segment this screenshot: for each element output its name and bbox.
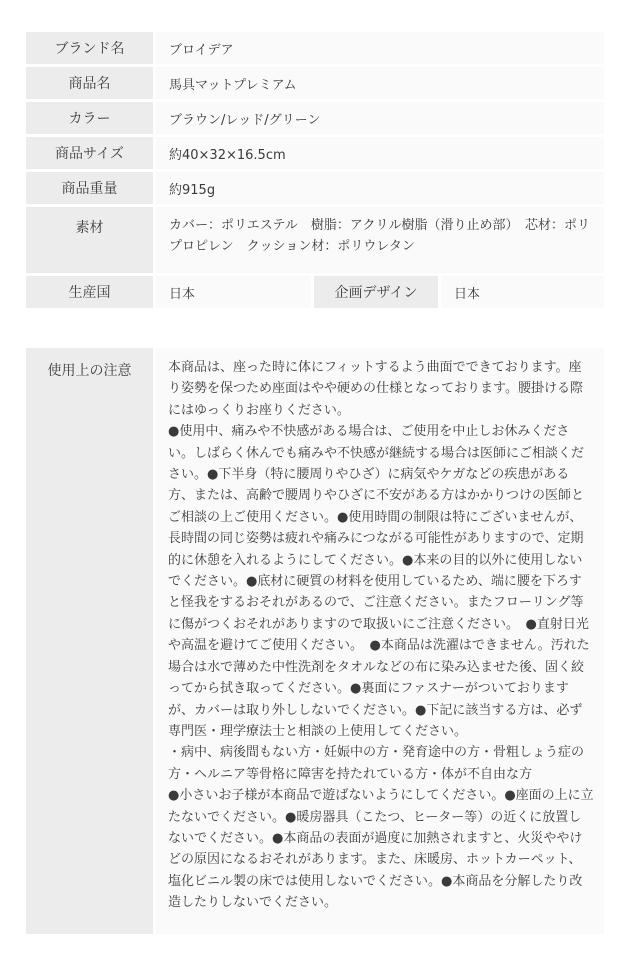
spec-row-weight xyxy=(26,172,604,204)
material-value: カバー：ポリエステル 樹脂：アクリル樹脂（滑り止め部） 芯材：ポリプロピレン クッション材：ポリウレタン xyxy=(156,207,604,273)
brand-label: ブランド名 xyxy=(26,32,153,64)
notice-label: 使用上の注意 xyxy=(26,348,153,934)
design-label: 企画デザイン xyxy=(314,276,438,308)
design-value: 日本 xyxy=(441,276,604,308)
color-label: カラー xyxy=(26,102,153,134)
size-value: 約40×32×16.5cm xyxy=(156,137,604,169)
spec-row-color xyxy=(26,102,604,134)
product-label: 商品名 xyxy=(26,67,153,99)
weight-value: 約915g xyxy=(156,172,604,204)
origin-value: 日本 xyxy=(156,276,311,308)
material-label: 素材 xyxy=(26,207,153,273)
size-label: 商品サイズ xyxy=(26,137,153,169)
origin-label: 生産国 xyxy=(26,276,153,308)
spec-table xyxy=(26,32,604,308)
spec-row-material xyxy=(26,207,604,273)
spec-row-size xyxy=(26,137,604,169)
spec-row-brand xyxy=(26,32,604,64)
brand-value: ブロイデア xyxy=(156,32,604,64)
spec-row-product xyxy=(26,67,604,99)
color-value: ブラウン/レッド/グリーン xyxy=(156,102,604,134)
product-value: 馬具マットプレミアム xyxy=(156,67,604,99)
spec-row-origin xyxy=(26,276,604,308)
notice-text: 本商品は、座った時に体にフィットするよう曲面でできております。座り姿勢を保つため座面はやや硬めの仕様となっております。腰掛ける際にはゆっくりお座りください。 ●使用中、痛みや不快感がある場合は、ご使用を中止しお休みください。しばらく休んでも痛みや不快感が継続する場合は医師にご相談ください。●下半身（特に腰周りやひざ）に病気やケガなどの疾患がある方、または、高齢で腰周りやひざに不安がある方はかかりつけの医師とご相談の上ご使用ください。●使用時間の制限は特にございませんが、長時間の同じ姿勢は疲れや痛みにつながる可能性がありますので、定期的に休憩を入れるようにしてください。●本来の目的以外に使用しないでください。●底材に硬質の材料を使用しているため、端に腰を下ろすと怪我をするおそれがあるので、ご注意ください。またフローリング等に傷がつくおそれがありますので取扱いにご注意ください。 ●直射日光や高温を避けてご使用ください。 ●本商品は洗濯はできません。汚れた場合は水で薄めた中性洗剤をタオルなどの布に染み込ませた後、固く絞ってから拭き取ってください。●裏面にファスナーがついておりますが、カバーは取り外ししないでください。●下記に該当する方は、必ず専門医・理学療法士と相談の上使用してください。 ・病中、病後間もない方・妊娠中の方・発育途中の方・骨粗しょう症の方・ヘルニア等骨格に障害を持たれている方・体が不自由な方 ●小さいお子様が本商品で遊ばないようにしてください。●座面の上に立たないでください。●暖房器具（こたつ、ヒーター等）の近くに放置しないでください。●本商品の表面が過度に加熱されますと、火災ややけどの原因になるおそれがあります。また、床暖房、ホットカーペット、塩化ビニル製の床では使用しないでください。●本商品を分解したり改造したりしないでください。 xyxy=(156,348,604,934)
usage-notice xyxy=(26,348,604,934)
weight-label: 商品重量 xyxy=(26,172,153,204)
